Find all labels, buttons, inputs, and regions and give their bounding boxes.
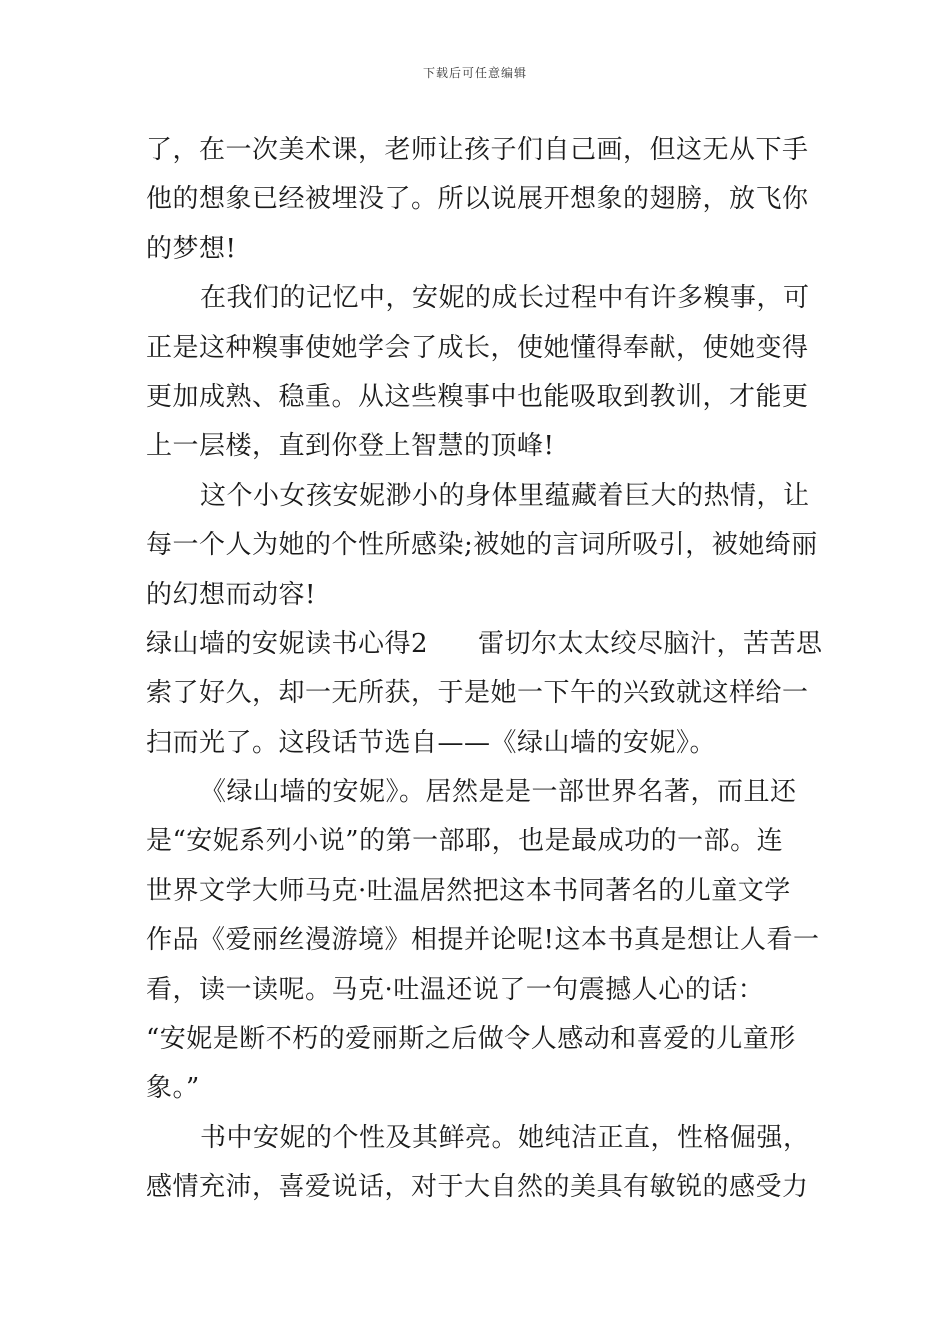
text-line: “安妮是断不朽的爱丽斯之后做令人感动和喜爱的儿童形 xyxy=(146,1024,796,1055)
paragraph-first-line: 在我们的记忆中，安妮的成长过程中有许多糗事，可 xyxy=(200,283,810,314)
section-title: 绿山墙的安妮读书心得2 xyxy=(146,628,429,659)
text-line: 上一层楼，直到你登上智慧的顶峰! xyxy=(146,431,555,462)
text-line: 扫而光了。这段话节选自——《绿山墙的安妮》。 xyxy=(146,727,717,758)
text-line: 了，在一次美术课，老师让孩子们自己画，但这无从下手 xyxy=(146,135,809,165)
text-line: 作品《爱丽丝漫游境》相提并论呢!这本书真是想让人看一 xyxy=(146,925,820,956)
paragraph-first-line: 《绿山墙的安妮》。居然是是一部世界名著，而且还 xyxy=(200,777,797,808)
paragraph-first-line: 书中安妮的个性及其鲜亮。她纯洁正直，性格倔强， xyxy=(200,1122,810,1153)
text-line: 世界文学大师马克·吐温居然把这本书同著名的儿童文学 xyxy=(146,875,791,906)
text-line: 是“安妮系列小说”的第一部耶，也是最成功的一部。连 xyxy=(146,826,784,857)
text-line: 象。” xyxy=(146,1073,200,1104)
text-line: 每一个人为她的个性所感染;被她的言词所吸引，被她绮丽 xyxy=(146,530,818,561)
text-line: 正是这种糗事使她学会了成长，使她懂得奉献，使她变得 xyxy=(146,332,809,363)
section-text: 雷切尔太太绞尽脑汁，苦苦思 xyxy=(478,628,823,659)
page-header-note: 下载后可任意编辑 xyxy=(422,66,527,80)
text-line: 感情充沛，喜爱说话，对于大自然的美具有敏锐的感受力 xyxy=(146,1172,809,1203)
text-line: 看，读一读呢。马克·吐温还说了一句震撼人心的话： xyxy=(146,974,765,1005)
text-line: 更加成熟、稳重。从这些糗事中也能吸取到教训，才能更 xyxy=(146,381,809,412)
text-line: 索了好久，却一无所获，于是她一下午的兴致就这样给一 xyxy=(146,678,809,709)
document-body xyxy=(146,126,823,1213)
text-line: 的幻想而动容! xyxy=(146,579,316,610)
paragraph-first-line: 这个小女孩安妮渺小的身体里蕴藏着巨大的热情，让 xyxy=(200,480,810,511)
section-heading-line xyxy=(146,620,823,669)
text-line: 的梦想! xyxy=(146,233,237,264)
text-line: 他的想象已经被埋没了。所以说展开想象的翅膀，放飞你 xyxy=(146,184,809,215)
